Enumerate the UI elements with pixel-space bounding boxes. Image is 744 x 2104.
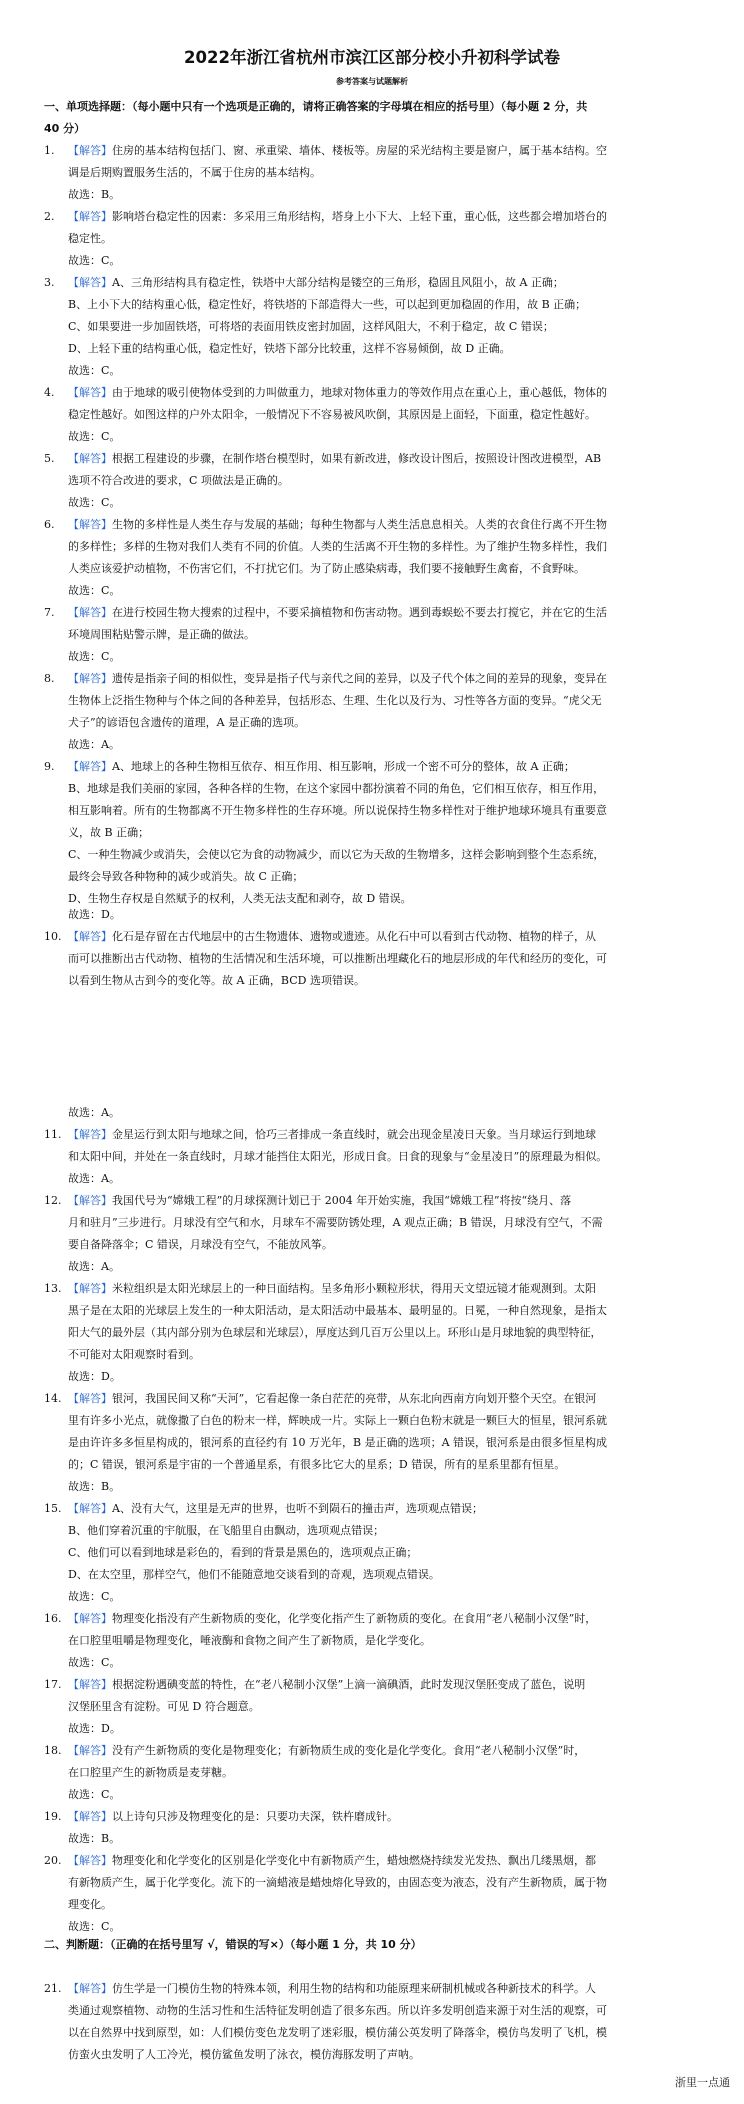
question-explanation [44, 1124, 704, 1168]
question-explanation [44, 1740, 704, 1784]
answer-tag: 【解答】 [68, 930, 112, 943]
question-number: 12. [44, 1194, 62, 1207]
line-text: 稳定性越好。如图这样的户外太阳伞，一般情况下不容易被风吹倒，其原因是上面轻，下面重，稳定性越好。 [68, 408, 596, 421]
question-explanation [44, 1498, 704, 1586]
explanation-text [68, 756, 704, 910]
answer-choice: 故选：C。 [68, 430, 121, 443]
explanation-line [68, 1564, 704, 1586]
line-text: A、没有大气，这里是无声的世界，也听不到陨石的撞击声，选项观点错误； [112, 1502, 483, 1515]
answer-tag: 【解答】 [68, 452, 112, 465]
explanation-text [68, 1124, 704, 1168]
explanation-line [68, 1454, 704, 1476]
answer-choice: 故选：D。 [68, 1722, 121, 1735]
line-text: 仿蛮火虫发明了人工冷光，模仿鲨鱼发明了泳衣，模仿海豚发明了声呐。 [68, 2048, 420, 2061]
line-text: 有新物质产生，属于化学变化。流下的一滴蜡液是蜡烛熔化导致的，由固态变为液态，没有产生新物质，属于物 [68, 1876, 607, 1889]
explanation-line [68, 1978, 704, 2000]
line-text: 义，故 B 正确； [68, 826, 150, 839]
explanation-line [68, 140, 704, 162]
line-text: C、他们可以看到地球是彩色的，看到的背景是黑色的，选项观点正确； [68, 1546, 418, 1559]
question-number: 1. [44, 144, 55, 157]
explanation-line [68, 1542, 704, 1564]
explanation-line [68, 272, 704, 294]
explanation-line [68, 162, 704, 184]
answer-tag: 【解答】 [68, 144, 112, 157]
explanation-line [68, 866, 704, 888]
question-number: 21. [44, 1982, 62, 1995]
answer-choice: 故选：B。 [68, 188, 121, 201]
line-text: 生物体上泛指生物种与个体之间的各种差异，包括形态、生理、生化以及行为、习性等各方面的变异。“虎父无 [68, 694, 602, 707]
line-text: A、三角形结构具有稳定性，铁塔中大部分结构是镂空的三角形，稳固且风阻小，故 A 正确； [112, 276, 564, 289]
line-text: D、上轻下重的结构重心低，稳定性好，铁塔下部分比较重，这样不容易倾倒，故 D 正确。 [68, 342, 511, 355]
explanation-line [68, 844, 704, 866]
question-explanation [44, 756, 704, 910]
question-number: 13. [44, 1282, 62, 1295]
explanation-line [68, 2022, 704, 2044]
answer-tag: 【解答】 [68, 386, 112, 399]
question-explanation [44, 926, 704, 992]
explanation-line [68, 1234, 704, 1256]
line-text: 我国代号为“嫦娥工程”的月球探测计划已于 2004 年开始实施，我国“嫦娥工程”将按“绕月、落 [112, 1194, 572, 1207]
answer-choice: 故选：C。 [68, 364, 121, 377]
explanation-text [68, 1850, 704, 1916]
answer-tag: 【解答】 [68, 1982, 112, 1995]
answer-tag: 【解答】 [68, 1744, 112, 1757]
line-text: 月和驻月”三步进行。月球没有空气和水，月球车不需要防锈处理，A 观点正确；B 错误，月球没有空气，不需 [68, 1216, 603, 1229]
question-number: 9. [44, 760, 55, 773]
explanation-text [68, 926, 704, 992]
line-text: 物理变化指没有产生新物质的变化，化学变化指产生了新物质的变化。在食用“老八秘制小汉堡”时， [112, 1612, 597, 1625]
explanation-text [68, 1740, 704, 1784]
explanation-text [68, 1278, 704, 1366]
question-explanation [44, 1978, 704, 2066]
question-explanation [44, 1806, 704, 1828]
explanation-text [68, 1608, 704, 1652]
explanation-line [68, 1630, 704, 1652]
question-number: 14. [44, 1392, 62, 1405]
question-number: 2. [44, 210, 55, 223]
answer-choice: 故选：B。 [68, 1832, 121, 1845]
explanation-line [68, 2000, 704, 2022]
page-title: 2022年浙江省杭州市滨江区部分校小升初科学试卷 [184, 48, 560, 67]
line-text: 在口腔里产生的新物质是麦芽糖。 [68, 1766, 233, 1779]
answer-tag: 【解答】 [68, 518, 112, 531]
explanation-line [68, 888, 704, 910]
section-heading-line: 一、单项选择题：（每小题中只有一个选项是正确的，请将正确答案的字母填在相应的括号里）（每小题 2 分，共 [44, 100, 588, 113]
explanation-line [68, 668, 704, 690]
explanation-line [68, 404, 704, 426]
line-text: 是由许许多多恒星构成的，银河系的直径约有 10 万光年，B 是正确的选项；A 错误，银河系是由很多恒星构成 [68, 1436, 608, 1449]
answer-choice: 故选：C。 [68, 1590, 121, 1603]
line-text: 人类应该爱护动植物，不伤害它们，不打扰它们。为了防止感染病毒，我们要不接触野生禽畜，不食野味。 [68, 562, 585, 575]
explanation-text [68, 1978, 704, 2066]
explanation-line [68, 338, 704, 360]
answer-choice: 故选：C。 [68, 496, 121, 509]
explanation-line [68, 926, 704, 948]
explanation-line [68, 1212, 704, 1234]
line-text: B、地球是我们美丽的家园，各种各样的生物，在这个家园中都扮演着不同的角色，它们相互依存，相互作用， [68, 782, 605, 795]
question-explanation [44, 448, 704, 492]
question-explanation [44, 602, 704, 646]
line-text: 稳定性。 [68, 232, 112, 245]
line-text: 黑子是在太阳的光球层上发生的一种太阳活动，是太阳活动中最基本、最明显的。日冕，一种自然现象，是指太 [68, 1304, 607, 1317]
explanation-line [68, 2044, 704, 2066]
line-text: 和太阳中间，并处在一条直线时，月球才能挡住太阳光，形成日食。日食的现象与“金星凌日”的原理最为相似。 [68, 1150, 608, 1163]
answer-tag: 【解答】 [68, 1612, 112, 1625]
line-text: D、在太空里，那样空气，他们不能随意地交谈看到的奇观，选项观点错误。 [68, 1568, 440, 1581]
line-text: 住房的基本结构包括门、窗、承重梁、墙体、楼板等。房屋的采光结构主要是窗户，属于基本结构。空 [112, 144, 607, 157]
question-explanation [44, 206, 704, 250]
page-subtitle: 参考答案与试题解析 [336, 77, 408, 86]
explanation-text [68, 602, 704, 646]
line-text: 汉堡胚里含有淀粉。可见 D 符合题意。 [68, 1700, 260, 1713]
answer-tag: 【解答】 [68, 1502, 112, 1515]
line-text: 物理变化和化学变化的区别是化学变化中有新物质产生，蜡烛燃烧持续发光发热、飘出几缕黑烟，都 [112, 1854, 596, 1867]
answer-tag: 【解答】 [68, 1282, 112, 1295]
explanation-line [68, 602, 704, 624]
question-explanation [44, 1278, 704, 1366]
explanation-text [68, 1806, 704, 1828]
explanation-text [68, 448, 704, 492]
line-text: 遗传是指亲子间的相似性，变异是指子代与亲代之间的差异，以及子代个体之间的差异的现象，变异在 [112, 672, 607, 685]
explanation-line [68, 1124, 704, 1146]
line-text: 最终会导致各种物种的减少或消失。故 C 正确； [68, 870, 304, 883]
explanation-line [68, 1190, 704, 1212]
question-explanation [44, 1190, 704, 1256]
answer-tag: 【解答】 [68, 1194, 112, 1207]
explanation-text [68, 1674, 704, 1718]
line-text: C、一种生物减少或消失，会使以它为食的动物减少，而以它为天敌的生物增多，这样会影响到整个生态系统， [68, 848, 605, 861]
question-explanation [44, 1608, 704, 1652]
explanation-line [68, 382, 704, 404]
line-text: 阳大气的最外层（其内部分别为色球层和光球层），厚度达到几百万公里以上。环形山是月球地貌的典型特征， [68, 1326, 602, 1339]
line-text: 犬子”的谚语包含遗传的道理，A 是正确的选项。 [68, 716, 306, 729]
answer-choice: 故选：C。 [68, 650, 121, 663]
explanation-text [68, 1498, 704, 1586]
line-text: 相互影响着。所有的生物都离不开生物多样性的生存环境。所以说保持生物多样性对于维护地球环境具有重要意 [68, 804, 607, 817]
answer-choice: 故选：D。 [68, 908, 121, 921]
explanation-line [68, 1344, 704, 1366]
answer-choice: 故选：C。 [68, 584, 121, 597]
footer-watermark: 浙里一点通 [675, 2076, 730, 2089]
line-text: 里有许多小光点，就像撒了白色的粉末一样，辉映成一片。实际上一颗白色粉末就是一颗巨大的恒星，银河系就 [68, 1414, 607, 1427]
explanation-line [68, 712, 704, 734]
answer-choice: 故选：D。 [68, 1370, 121, 1383]
line-text: 不可能对太阳观察时看到。 [68, 1348, 200, 1361]
question-number: 16. [44, 1612, 62, 1625]
explanation-line [68, 778, 704, 800]
explanation-line [68, 756, 704, 778]
explanation-line [68, 822, 704, 844]
question-explanation [44, 140, 704, 184]
question-explanation [44, 1674, 704, 1718]
explanation-line [68, 536, 704, 558]
question-explanation [44, 668, 704, 734]
answer-tag: 【解答】 [68, 1678, 112, 1691]
explanation-line [68, 1322, 704, 1344]
answer-choice: 故选：B。 [68, 1480, 121, 1493]
explanation-line [68, 970, 704, 992]
question-number: 17. [44, 1678, 62, 1691]
explanation-line [68, 1146, 704, 1168]
line-text: 米粒组织是太阳光球层上的一种日面结构。呈多角形小颗粒形状，得用天文望远镜才能观测到。太阳 [112, 1282, 596, 1295]
explanation-line [68, 800, 704, 822]
explanation-text [68, 514, 704, 580]
question-explanation [44, 514, 704, 580]
explanation-line [68, 690, 704, 712]
answer-tag: 【解答】 [68, 276, 112, 289]
explanation-line [68, 1300, 704, 1322]
explanation-line [68, 294, 704, 316]
explanation-line [68, 1608, 704, 1630]
explanation-line [68, 1278, 704, 1300]
explanation-text [68, 140, 704, 184]
line-text: D、生物生存权是自然赋予的权利，人类无法支配和剥夺，故 D 错误。 [68, 892, 412, 905]
explanation-text [68, 382, 704, 426]
explanation-line [68, 624, 704, 646]
line-text: 理变化。 [68, 1898, 112, 1911]
explanation-line [68, 228, 704, 250]
answer-choice: 故选：A。 [68, 738, 120, 751]
explanation-text [68, 272, 704, 360]
line-text: 在进行校园生物大搜索的过程中，不要采摘植物和伤害动物。遇到毒蜈蚣不要去打搅它，并在它的生活 [112, 606, 607, 619]
explanation-text [68, 668, 704, 734]
line-text: 化石是存留在古代地层中的古生物遗体、遗物或遗迹。从化石中可以看到古代动物、植物的样子，从 [112, 930, 596, 943]
question-number: 4. [44, 386, 55, 399]
line-text: 环境周围粘贴警示牌，是正确的做法。 [68, 628, 255, 641]
question-number: 10. [44, 930, 62, 943]
answer-choice: 故选：C。 [68, 1656, 121, 1669]
answer-tag: 【解答】 [68, 210, 112, 223]
section-heading-line: 40 分） [44, 122, 86, 135]
explanation-text [68, 1388, 704, 1476]
explanation-line [68, 948, 704, 970]
explanation-text [68, 206, 704, 250]
question-number: 19. [44, 1810, 62, 1823]
line-text: 要自备降落伞；C 错误，月球没有空气，不能放风筝。 [68, 1238, 333, 1251]
explanation-line [68, 206, 704, 228]
line-text: 以在自然界中找到原型，如：人们模仿变色龙发明了迷彩服，模仿蒲公英发明了降落伞，模仿鸟发明了飞机，模 [68, 2026, 607, 2039]
answer-choice: 故选：A。 [68, 1106, 120, 1119]
question-number: 8. [44, 672, 55, 685]
question-number: 18. [44, 1744, 62, 1757]
explanation-line [68, 1498, 704, 1520]
line-text: 生物的多样性是人类生存与发展的基础；每种生物都与人类生活息息相关。人类的衣食住行离不开生物 [112, 518, 607, 531]
line-text: 而可以推断出古代动物、植物的生活情况和生活环境，可以推断出埋藏化石的地层形成的年代和经历的变化，可 [68, 952, 607, 965]
answer-tag: 【解答】 [68, 1128, 112, 1141]
line-text: B、他们穿着沉重的宇航服，在飞船里自由飘动，选项观点错误； [68, 1524, 385, 1537]
explanation-line [68, 448, 704, 470]
line-text: B、上小下大的结构重心低，稳定性好，将铁塔的下部造得大一些，可以起到更加稳固的作用，故 B 正确； [68, 298, 587, 311]
explanation-line [68, 514, 704, 536]
line-text: A、地球上的各种生物相互依存、相互作用、相互影响，形成一个密不可分的整体，故 A 正确； [112, 760, 575, 773]
line-text: 根据淀粉遇碘变蓝的特性，在“老八秘制小汉堡”上滴一滴碘酒，此时发现汉堡胚变成了蓝色，说明 [112, 1678, 586, 1691]
line-text: 根据工程建设的步骤，在制作塔台模型时，如果有新改进，修改设计图后，按照设计图改进模型，AB [112, 452, 602, 465]
explanation-line [68, 1696, 704, 1718]
line-text: 在口腔里咀嚼是物理变化，唾液酶和食物之间产生了新物质，是化学变化。 [68, 1634, 431, 1647]
explanation-line [68, 1872, 704, 1894]
line-text: 类通过观察植物、动物的生活习性和生活特征发明创造了很多东西。所以许多发明创造来源于对生活的观察，可 [68, 2004, 607, 2017]
answer-tag: 【解答】 [68, 672, 112, 685]
line-text: 没有产生新物质的变化是物理变化；有新物质生成的变化是化学变化。食用“老八秘制小汉堡”时， [112, 1744, 586, 1757]
question-number: 15. [44, 1502, 62, 1515]
line-text: C、如果要进一步加固铁塔，可将塔的表面用铁皮密封加固，这样风阻大，不利于稳定，故 C 错误； [68, 320, 554, 333]
answer-tag: 【解答】 [68, 1392, 112, 1405]
question-explanation [44, 382, 704, 426]
line-text: 以上诗句只涉及物理变化的是：只要功夫深，铁杵磨成针。 [112, 1810, 398, 1823]
answer-choice: 故选：C。 [68, 254, 121, 267]
section-heading-judge: 二、判断题：（正确的在括号里写 √，错误的写×）（每小题 1 分，共 10 分） [44, 1938, 422, 1951]
question-number: 5. [44, 452, 55, 465]
question-number: 3. [44, 276, 55, 289]
explanation-line [68, 1740, 704, 1762]
explanation-line [68, 1806, 704, 1828]
explanation-line [68, 1432, 704, 1454]
question-number: 11. [44, 1128, 62, 1141]
line-text: 以看到生物从古到今的变化等。故 A 正确，BCD 选项错误。 [68, 974, 365, 987]
explanation-text [68, 1190, 704, 1256]
line-text: 银河，我国民间又称“天河”，它看起像一条白茫茫的亮带，从东北向西南方向划开整个天空。在银河 [112, 1392, 597, 1405]
explanation-line [68, 1850, 704, 1872]
explanation-line [68, 1410, 704, 1432]
answer-tag: 【解答】 [68, 1810, 112, 1823]
explanation-line [68, 1894, 704, 1916]
question-number: 7. [44, 606, 55, 619]
answer-tag: 【解答】 [68, 760, 112, 773]
line-text: 影响塔台稳定性的因素：多采用三角形结构，塔身上小下大、上轻下重，重心低，这些都会增加塔台的 [112, 210, 607, 223]
answer-tag: 【解答】 [68, 606, 112, 619]
answer-choice: 故选：C。 [68, 1788, 121, 1801]
explanation-line [68, 1762, 704, 1784]
question-explanation [44, 1388, 704, 1476]
section-heading-choice [44, 96, 704, 140]
line-text: 仿生学是一门模仿生物的特殊本领，利用生物的结构和功能原理来研制机械或各种新技术的科学。人 [112, 1982, 596, 1995]
answer-choice: 故选：C。 [68, 1920, 121, 1933]
question-number: 6. [44, 518, 55, 531]
question-number: 20. [44, 1854, 62, 1867]
explanation-line [68, 1520, 704, 1542]
line-text: 的多样性；多样的生物对我们人类有不同的价值。人类的生活离不开生物的多样性。为了维护生物多样性，我们 [68, 540, 607, 553]
line-text: 选项不符合改进的要求，C 项做法是正确的。 [68, 474, 289, 487]
explanation-line [68, 558, 704, 580]
question-explanation [44, 1850, 704, 1916]
explanation-line [68, 470, 704, 492]
answer-tag: 【解答】 [68, 1854, 112, 1867]
line-text: 调是后期购置服务生活的，不属于住房的基本结构。 [68, 166, 321, 179]
question-explanation [44, 272, 704, 360]
line-text: 的；C 错误，银河系是宇宙的一个普通星系，有很多比它大的星系；D 错误，所有的星系里都有恒星。 [68, 1458, 566, 1471]
explanation-line [68, 1388, 704, 1410]
answer-choice: 故选：A。 [68, 1172, 120, 1185]
line-text: 金星运行到太阳与地球之间，恰巧三者排成一条直线时，就会出现金星凌日天象。当月球运行到地球 [112, 1128, 596, 1141]
explanation-line [68, 1674, 704, 1696]
line-text: 由于地球的吸引使物体受到的力叫做重力，地球对物体重力的等效作用点在重心上，重心越低，物体的 [112, 386, 607, 399]
explanation-line [68, 316, 704, 338]
answer-choice: 故选：A。 [68, 1260, 120, 1273]
